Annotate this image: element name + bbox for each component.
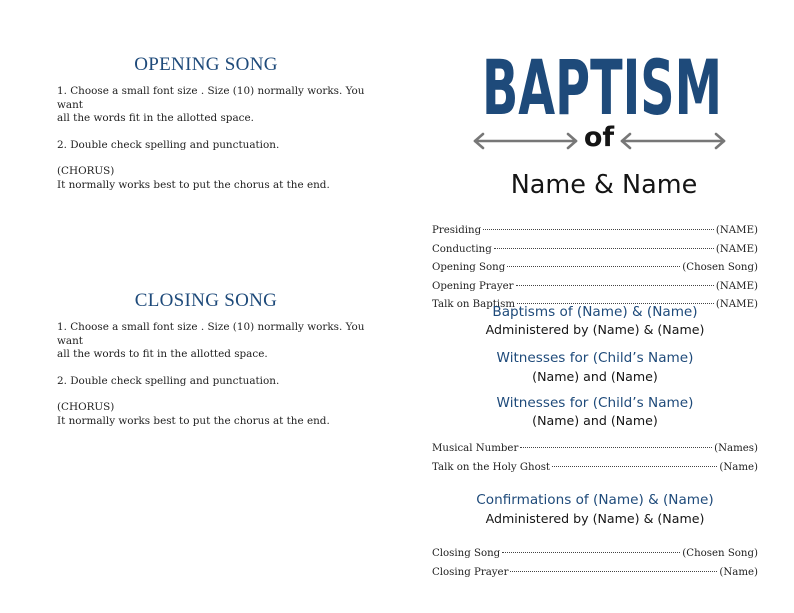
opening-line-4: It normally works best to put the chorus at the end. [57,178,330,191]
dot-leader [483,217,714,230]
program-value: (Chosen Song) [682,548,758,559]
program-label: Closing Song [432,548,501,559]
opening-line-3: (CHORUS) [57,165,115,177]
witnesses-heading-1: Witnesses for (Child’s Name) [496,350,694,366]
program-label: Conducting [432,243,492,255]
of-divider [470,112,732,162]
baptisms-heading: Baptisms of (Name) & (Name) [492,304,698,320]
program-value: (NAME) [715,225,758,236]
opening-line-2: 2. Double check spelling and punctuation. [57,138,280,151]
closing-song-text [57,321,377,428]
program-value: (NAME) [715,280,758,292]
baptisms-administered: Administered by (Name) & (Name) [485,322,705,337]
dot-leader [517,291,714,304]
program-value: (NAME) [715,299,758,310]
opening-line-1a: 1. Choose a small font size . Size (10) normally works. You want [57,85,365,111]
witnesses-names-2: (Name) and (Name) [532,413,658,428]
program-label: Closing Prayer [432,566,509,578]
program-list-bottom [432,543,758,580]
program-label: Opening Song [432,262,506,273]
dot-leader [494,236,714,249]
program-label: Presiding [432,225,482,236]
program-value: (Name) [719,566,758,578]
names-title: Name & Name [510,170,698,200]
dot-leader [507,254,680,267]
dot-leader [516,273,714,286]
program-value: (Names) [714,443,758,454]
program-row [432,457,758,476]
confirmations-heading: Confirmations of (Name) & (Name) [476,492,714,508]
baptism-title-text: BAPTISM [482,43,722,128]
closing-line-4: It normally works best to put the chorus at the end. [57,414,330,427]
of-text: of [583,122,615,153]
witnesses-heading-2: Witnesses for (Child’s Name) [496,395,694,411]
program-row [432,562,758,581]
closing-line-1a: 1. Choose a small font size . Size (10) normally works. You want [57,321,365,347]
program-label: Talk on the Holy Ghost [432,461,551,473]
program-label: Opening Prayer [432,280,514,292]
program-list-top [432,220,758,313]
program-value: (Name) [719,461,758,473]
program-label: Talk on Baptism [432,299,516,310]
program-value: (Chosen Song) [682,262,758,273]
program-list-middle [432,438,758,475]
opening-line-1b: all the words fit in the allotted space. [57,112,254,124]
dot-leader [552,454,717,467]
confirmations-administered: Administered by (Name) & (Name) [485,511,705,526]
program-label: Musical Number [432,443,519,454]
dot-leader [520,435,712,448]
dot-leader [502,540,680,553]
opening-song-text [57,85,377,192]
closing-song-title: CLOSING SONG [134,290,278,311]
opening-song-title: OPENING SONG [134,54,278,75]
dot-leader [510,559,717,572]
witnesses-names-1: (Name) and (Name) [532,369,658,384]
closing-line-1b: all the words to fit in the allotted space. [57,348,268,360]
closing-line-3: (CHORUS) [57,401,115,413]
closing-line-2: 2. Double check spelling and punctuation. [57,374,280,387]
program-value: (NAME) [715,243,758,255]
